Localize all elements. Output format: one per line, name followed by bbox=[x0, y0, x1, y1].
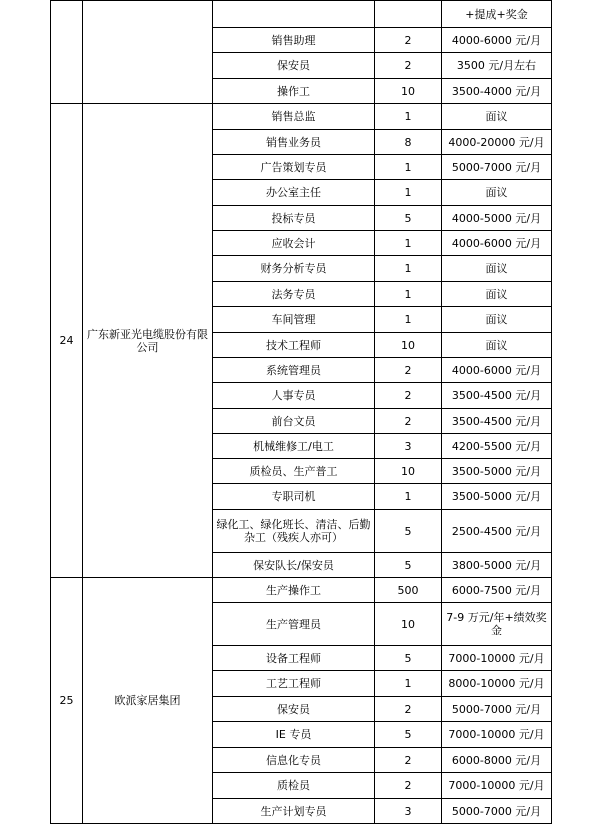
job-salary: 5000-7000 元/月 bbox=[442, 799, 552, 824]
job-count: 1 bbox=[375, 256, 442, 282]
job-title: IE 专员 bbox=[213, 722, 375, 748]
job-count: 3 bbox=[375, 434, 442, 459]
job-title: 保安员 bbox=[213, 53, 375, 79]
group-number: 25 bbox=[51, 578, 83, 824]
job-count: 2 bbox=[375, 358, 442, 383]
job-title: 质检员 bbox=[213, 773, 375, 799]
job-salary: 7000-10000 元/月 bbox=[442, 773, 552, 799]
job-count: 5 bbox=[375, 510, 442, 553]
job-title: 系统管理员 bbox=[213, 358, 375, 383]
job-count: 5 bbox=[375, 206, 442, 231]
job-count: 5 bbox=[375, 553, 442, 578]
job-title bbox=[213, 1, 375, 28]
job-title: 应收会计 bbox=[213, 231, 375, 256]
job-salary: +提成+奖金 bbox=[442, 1, 552, 28]
job-title: 销售助理 bbox=[213, 28, 375, 53]
company-name: 广东新亚光电缆股份有限公司 bbox=[83, 104, 213, 578]
job-count: 1 bbox=[375, 155, 442, 180]
job-salary: 面议 bbox=[442, 333, 552, 358]
job-salary: 3800-5000 元/月 bbox=[442, 553, 552, 578]
job-salary: 3500-5000 元/月 bbox=[442, 484, 552, 510]
job-title: 生产操作工 bbox=[213, 578, 375, 603]
job-salary: 3500 元/月左右 bbox=[442, 53, 552, 79]
job-count: 10 bbox=[375, 333, 442, 358]
job-salary: 4000-6000 元/月 bbox=[442, 231, 552, 256]
table-row bbox=[51, 578, 552, 603]
job-title: 工艺工程师 bbox=[213, 671, 375, 697]
job-table bbox=[50, 0, 552, 824]
job-salary: 3500-4500 元/月 bbox=[442, 409, 552, 434]
job-salary: 7000-10000 元/月 bbox=[442, 722, 552, 748]
company-name bbox=[83, 1, 213, 104]
job-title: 机械维修工/电工 bbox=[213, 434, 375, 459]
job-count: 2 bbox=[375, 409, 442, 434]
job-count: 1 bbox=[375, 484, 442, 510]
job-title: 人事专员 bbox=[213, 383, 375, 409]
job-salary: 7-9 万元/年+绩效奖金 bbox=[442, 603, 552, 646]
job-title: 生产管理员 bbox=[213, 603, 375, 646]
job-salary: 3500-5000 元/月 bbox=[442, 459, 552, 484]
job-salary: 面议 bbox=[442, 282, 552, 307]
job-salary: 3500-4000 元/月 bbox=[442, 79, 552, 104]
job-title: 销售业务员 bbox=[213, 130, 375, 155]
job-salary: 6000-7500 元/月 bbox=[442, 578, 552, 603]
job-count: 5 bbox=[375, 646, 442, 671]
job-salary: 4200-5500 元/月 bbox=[442, 434, 552, 459]
job-count: 1 bbox=[375, 671, 442, 697]
table-row bbox=[51, 1, 552, 28]
job-title: 投标专员 bbox=[213, 206, 375, 231]
job-title: 广告策划专员 bbox=[213, 155, 375, 180]
company-name: 欧派家居集团 bbox=[83, 578, 213, 824]
job-title: 前台文员 bbox=[213, 409, 375, 434]
job-title: 销售总监 bbox=[213, 104, 375, 130]
job-salary: 4000-5000 元/月 bbox=[442, 206, 552, 231]
job-count: 500 bbox=[375, 578, 442, 603]
job-title: 设备工程师 bbox=[213, 646, 375, 671]
job-title: 操作工 bbox=[213, 79, 375, 104]
job-count: 1 bbox=[375, 231, 442, 256]
job-title: 信息化专员 bbox=[213, 748, 375, 773]
job-count: 2 bbox=[375, 697, 442, 722]
job-title: 保安队长/保安员 bbox=[213, 553, 375, 578]
job-title: 办公室主任 bbox=[213, 180, 375, 206]
job-count: 2 bbox=[375, 53, 442, 79]
job-count bbox=[375, 1, 442, 28]
job-count: 10 bbox=[375, 459, 442, 484]
table-row bbox=[51, 104, 552, 130]
job-count: 5 bbox=[375, 722, 442, 748]
job-count: 1 bbox=[375, 282, 442, 307]
job-salary: 面议 bbox=[442, 307, 552, 333]
job-count: 1 bbox=[375, 307, 442, 333]
job-salary: 4000-6000 元/月 bbox=[442, 358, 552, 383]
job-count: 3 bbox=[375, 799, 442, 824]
job-salary: 5000-7000 元/月 bbox=[442, 155, 552, 180]
job-count: 2 bbox=[375, 748, 442, 773]
job-salary: 面议 bbox=[442, 104, 552, 130]
job-salary: 3500-4500 元/月 bbox=[442, 383, 552, 409]
job-salary: 2500-4500 元/月 bbox=[442, 510, 552, 553]
job-count: 1 bbox=[375, 104, 442, 130]
group-number bbox=[51, 1, 83, 104]
job-title: 技术工程师 bbox=[213, 333, 375, 358]
job-count: 10 bbox=[375, 79, 442, 104]
job-salary: 5000-7000 元/月 bbox=[442, 697, 552, 722]
job-table-body bbox=[51, 1, 552, 824]
job-count: 8 bbox=[375, 130, 442, 155]
job-count: 10 bbox=[375, 603, 442, 646]
job-title: 绿化工、绿化班长、清洁、后勤杂工（残疾人亦可） bbox=[213, 510, 375, 553]
job-count: 2 bbox=[375, 28, 442, 53]
job-title: 车间管理 bbox=[213, 307, 375, 333]
job-salary: 4000-6000 元/月 bbox=[442, 28, 552, 53]
job-count: 2 bbox=[375, 773, 442, 799]
group-number: 24 bbox=[51, 104, 83, 578]
job-title: 专职司机 bbox=[213, 484, 375, 510]
job-salary: 4000-20000 元/月 bbox=[442, 130, 552, 155]
job-salary: 面议 bbox=[442, 180, 552, 206]
job-salary: 面议 bbox=[442, 256, 552, 282]
job-title: 财务分析专员 bbox=[213, 256, 375, 282]
job-salary: 7000-10000 元/月 bbox=[442, 646, 552, 671]
job-title: 质检员、生产普工 bbox=[213, 459, 375, 484]
job-salary: 6000-8000 元/月 bbox=[442, 748, 552, 773]
job-count: 1 bbox=[375, 180, 442, 206]
job-salary: 8000-10000 元/月 bbox=[442, 671, 552, 697]
job-count: 2 bbox=[375, 383, 442, 409]
job-title: 保安员 bbox=[213, 697, 375, 722]
job-title: 生产计划专员 bbox=[213, 799, 375, 824]
job-title: 法务专员 bbox=[213, 282, 375, 307]
